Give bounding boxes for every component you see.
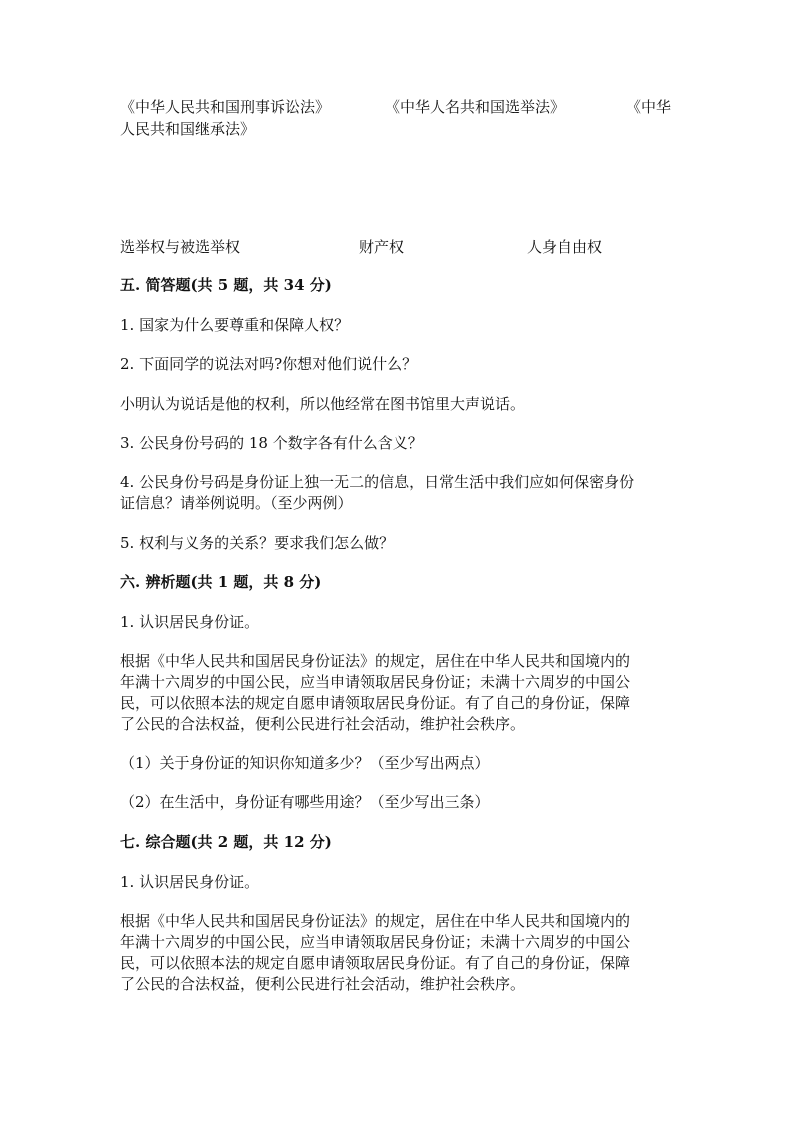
- question-5-5: 5. 权利与义务的关系？要求我们怎么做？: [120, 534, 395, 552]
- passage-7-line3: 民，可以依照本法的规定自愿申请领取居民身份证。有了自己的身份证，保障: [120, 954, 631, 972]
- passage-6-line2: 年满十六周岁的中国公民，应当申请领取居民身份证；未满十六周岁的中国公: [120, 673, 631, 691]
- question-5-2: 2. 下面同学的说法对吗?你想对他们说什么？: [120, 355, 418, 373]
- passage-7-line2: 年满十六周岁的中国公民，应当申请领取居民身份证；未满十六周岁的中国公: [120, 933, 631, 951]
- question-5-4-line2: 证信息？请举例说明。（至少两例）: [120, 494, 353, 512]
- section-heading-analysis: 六. 辨析题(共 1 题，共 8 分): [120, 573, 322, 591]
- sub-question-6-2: （2）在生活中，身份证有哪些用途？（至少写出三条）: [120, 793, 490, 811]
- sub-question-6-1: （1）关于身份证的知识你知道多少？（至少写出两点）: [120, 754, 490, 772]
- section-heading-comprehensive: 七. 综合题(共 2 题，共 12 分): [120, 833, 332, 851]
- passage-7-line1: 根据《中华人民共和国居民身份证法》的规定，居住在中华人民共和国境内的: [120, 912, 631, 930]
- question-5-2-statement: 小明认为说话是他的权利，所以他经常在图书馆里大声说话。: [120, 395, 526, 413]
- law-name-inheritance-part2: 人民共和国继承法》: [120, 120, 256, 138]
- right-election: 选举权与被选举权: [120, 238, 241, 256]
- section-heading-short-answer: 五. 简答题(共 5 题，共 34 分): [120, 276, 332, 294]
- question-6-1: 1. 认识居民身份证。: [120, 613, 260, 631]
- question-7-1: 1. 认识居民身份证。: [120, 873, 260, 891]
- law-name-criminal-procedure: 《中华人民共和国刑事诉讼法》: [120, 98, 331, 116]
- passage-6-line4: 了公民的合法权益，便利公民进行社会活动，维护社会秩序。: [120, 715, 526, 733]
- right-personal-freedom: 人身自由权: [527, 238, 603, 256]
- passage-7-line4: 了公民的合法权益，便利公民进行社会活动，维护社会秩序。: [120, 975, 526, 993]
- law-name-inheritance-part1: 《中华: [626, 98, 672, 116]
- right-property: 财产权: [359, 238, 405, 256]
- question-5-1: 1. 国家为什么要尊重和保障人权？: [120, 316, 350, 334]
- question-5-3: 3. 公民身份号码的 18 个数字各有什么含义？: [120, 434, 423, 452]
- passage-6-line1: 根据《中华人民共和国居民身份证法》的规定，居住在中华人民共和国境内的: [120, 652, 631, 670]
- law-name-election: 《中华人名共和国选举法》: [385, 98, 566, 116]
- passage-6-line3: 民，可以依照本法的规定自愿申请领取居民身份证。有了自己的身份证，保障: [120, 694, 631, 712]
- question-5-4-line1: 4. 公民身份号码是身份证上独一无二的信息，日常生活中我们应如何保密身份: [120, 473, 635, 491]
